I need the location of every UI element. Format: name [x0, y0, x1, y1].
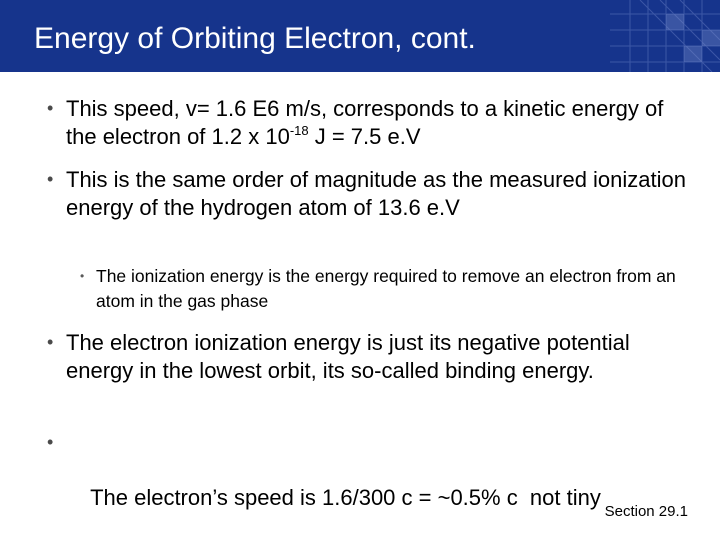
bullet-marker: •	[47, 169, 54, 189]
bullet-text: This speed, v= 1.6 E6 m/s, corresponds to a kinetic energy of the electron of 1.2 x 10	[66, 96, 664, 149]
bullet-item-kinetic-energy	[47, 95, 696, 153]
section-footer: Section 29.1	[604, 503, 688, 520]
sub-bullet-item-ionization-definition	[80, 264, 696, 314]
exponent-superscript: -18	[289, 122, 309, 138]
bullet-item-ionization-comparison	[47, 166, 686, 221]
bullet-marker: •	[47, 332, 54, 352]
slide-title: Energy of Orbiting Electron, cont.	[34, 22, 476, 55]
bullet-marker: •	[47, 432, 54, 452]
bullet-marker: •	[47, 98, 54, 118]
bullet-text: The electron’s speed is 1.6/300 c = ~0.5% c not tiny	[90, 485, 601, 510]
sub-bullet-text: The ionization energy is the energy required to remove an electron from an atom in the gas phase	[96, 266, 676, 311]
bullet-text-cont: J = 7.5 e.V	[308, 123, 421, 149]
bullet-item-binding-energy	[47, 329, 666, 384]
bullet-text: The electron ionization energy is just its negative potential energy in the lowest orbit, its so-called binding energy.	[66, 330, 630, 383]
bullet-item-electron-speed	[47, 429, 706, 539]
bullet-text: This is the same order of magnitude as the measured ionization energy of the hydrogen atom of 13.6 e.V	[66, 167, 686, 220]
sub-bullet-marker: •	[80, 269, 85, 283]
